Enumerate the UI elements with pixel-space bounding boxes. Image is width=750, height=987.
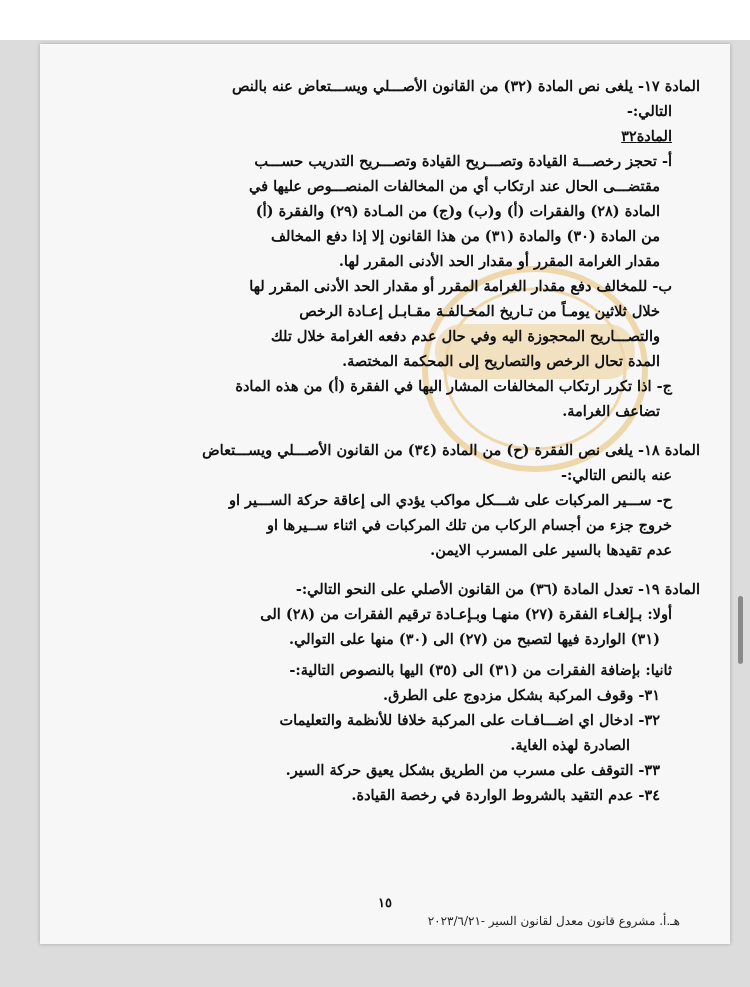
clause-a-line: المادة (٢٨) والفقرات (أ) و(ب) و(ج) من المـادة (٢٩) والفقرة (أ) xyxy=(255,203,660,220)
clause-c-line: ج- اذا تكرر ارتكاب المخالفات المشار اليها في الفقرة (أ) من هذه المادة xyxy=(235,378,672,395)
article-32-heading: المادة٣٢ xyxy=(621,128,672,145)
paragraph-33: ٣٣- التوقف على مسرب من الطريق بشكل يعيق حركة السير. xyxy=(285,762,660,779)
clause-b-line: المدة تحال الرخص والتصاريح إلى المحكمة المختصة. xyxy=(342,353,660,370)
paragraph-34: ٣٤- عدم التقيد بالشروط الواردة في رخصة القيادة. xyxy=(351,787,660,804)
paragraph-31: ٣١- وقوف المركبة بشكل مزدوج على الطرق. xyxy=(383,687,660,704)
clause-a-line: أ- تحجز رخصـــة القيادة وتصـــريح القيادة وتصـــريح التدريب حســـب xyxy=(254,153,672,170)
page-number: ١٥ xyxy=(378,896,392,911)
article-18-intro: المادة ١٨- يلغى نص الفقرة (ح) من المادة (٣٤) من القانون الأصـــلي ويســـتعاض xyxy=(202,442,700,459)
clause-a-line: من المادة (٣٠) والمادة (٣١) من هذا القانون إلا إذا دفع المخالف xyxy=(271,228,660,245)
article-18-intro-cont: عنه بالنص التالي:- xyxy=(560,467,672,484)
clause-h-line: خروج جزء من أجسام الركاب من تلك المركبات في اثناء ســيرها او xyxy=(266,517,672,534)
clause-a-line: مقتضـــى الحال عند ارتكاب أي من المخالفات المنصـــوص عليها في xyxy=(249,178,660,195)
vertical-scrollbar[interactable] xyxy=(738,596,743,664)
first-item-line: (٣١) الواردة فيها لتصبح من (٢٧) الى (٣٠) منها على التوالي. xyxy=(289,631,660,648)
article-17-intro: المادة ١٧- يلغى نص المادة (٣٢) من القانون الأصـــلي ويســـتعاض عنه بالنص xyxy=(231,78,700,95)
clause-h-line: ح- ســـير المركبات على شـــكل مواكب يؤدي الى إعاقة حركة الســـير او xyxy=(228,492,672,509)
article-17-intro-cont: التالي:- xyxy=(626,103,672,120)
clause-c-line: تضاعف الغرامة. xyxy=(562,403,660,420)
document-body xyxy=(100,74,700,808)
article-19-intro: المادة ١٩- تعدل المادة (٣٦) من القانون الأصلي على النحو التالي:- xyxy=(295,581,700,598)
clause-a-line: مقدار الغرامة المقرر أو مقدار الحد الأدنى المقرر لها. xyxy=(338,253,660,270)
clause-h-line: عدم تقيدها بالسير على المسرب الايمن. xyxy=(430,542,672,559)
paragraph-32: ٣٢- ادخال اي اضـــافـات على المركبة خلافا للأنظمة والتعليمات xyxy=(279,712,660,729)
clause-b-line: خلال ثلاثين يومـاً من تـاريخ المخـالفـة مقـابـل إعـادة الرخص xyxy=(299,303,660,320)
paragraph-32-cont: الصادرة لهذه الغاية. xyxy=(510,737,630,754)
clause-b-line: والتصـــاريح المحجوزة اليه وفي حال عدم دفعه الغرامة خلال تلك xyxy=(270,328,660,345)
second-item-line: ثانيا: بإضافة الفقرات من (٣١) الى (٣٥) اليها بالنصوص التالية:- xyxy=(289,662,672,679)
document-page xyxy=(40,44,730,944)
viewer-top-bar xyxy=(0,0,750,40)
clause-b-line: ب- للمخالف دفع مقدار الغرامة المقرر أو مقدار الحد الأدنى المقرر لها xyxy=(249,278,672,295)
document-footer: هـ.أ. مشروع قانون معدل لقانون السير -٢٠٢٣/٦/٢١ xyxy=(427,914,680,928)
first-item-line: أولا: بـإلغـاء الفقرة (٢٧) منهـا وبـإعـادة ترقيم الفقرات من (٢٨) الى xyxy=(260,606,672,623)
